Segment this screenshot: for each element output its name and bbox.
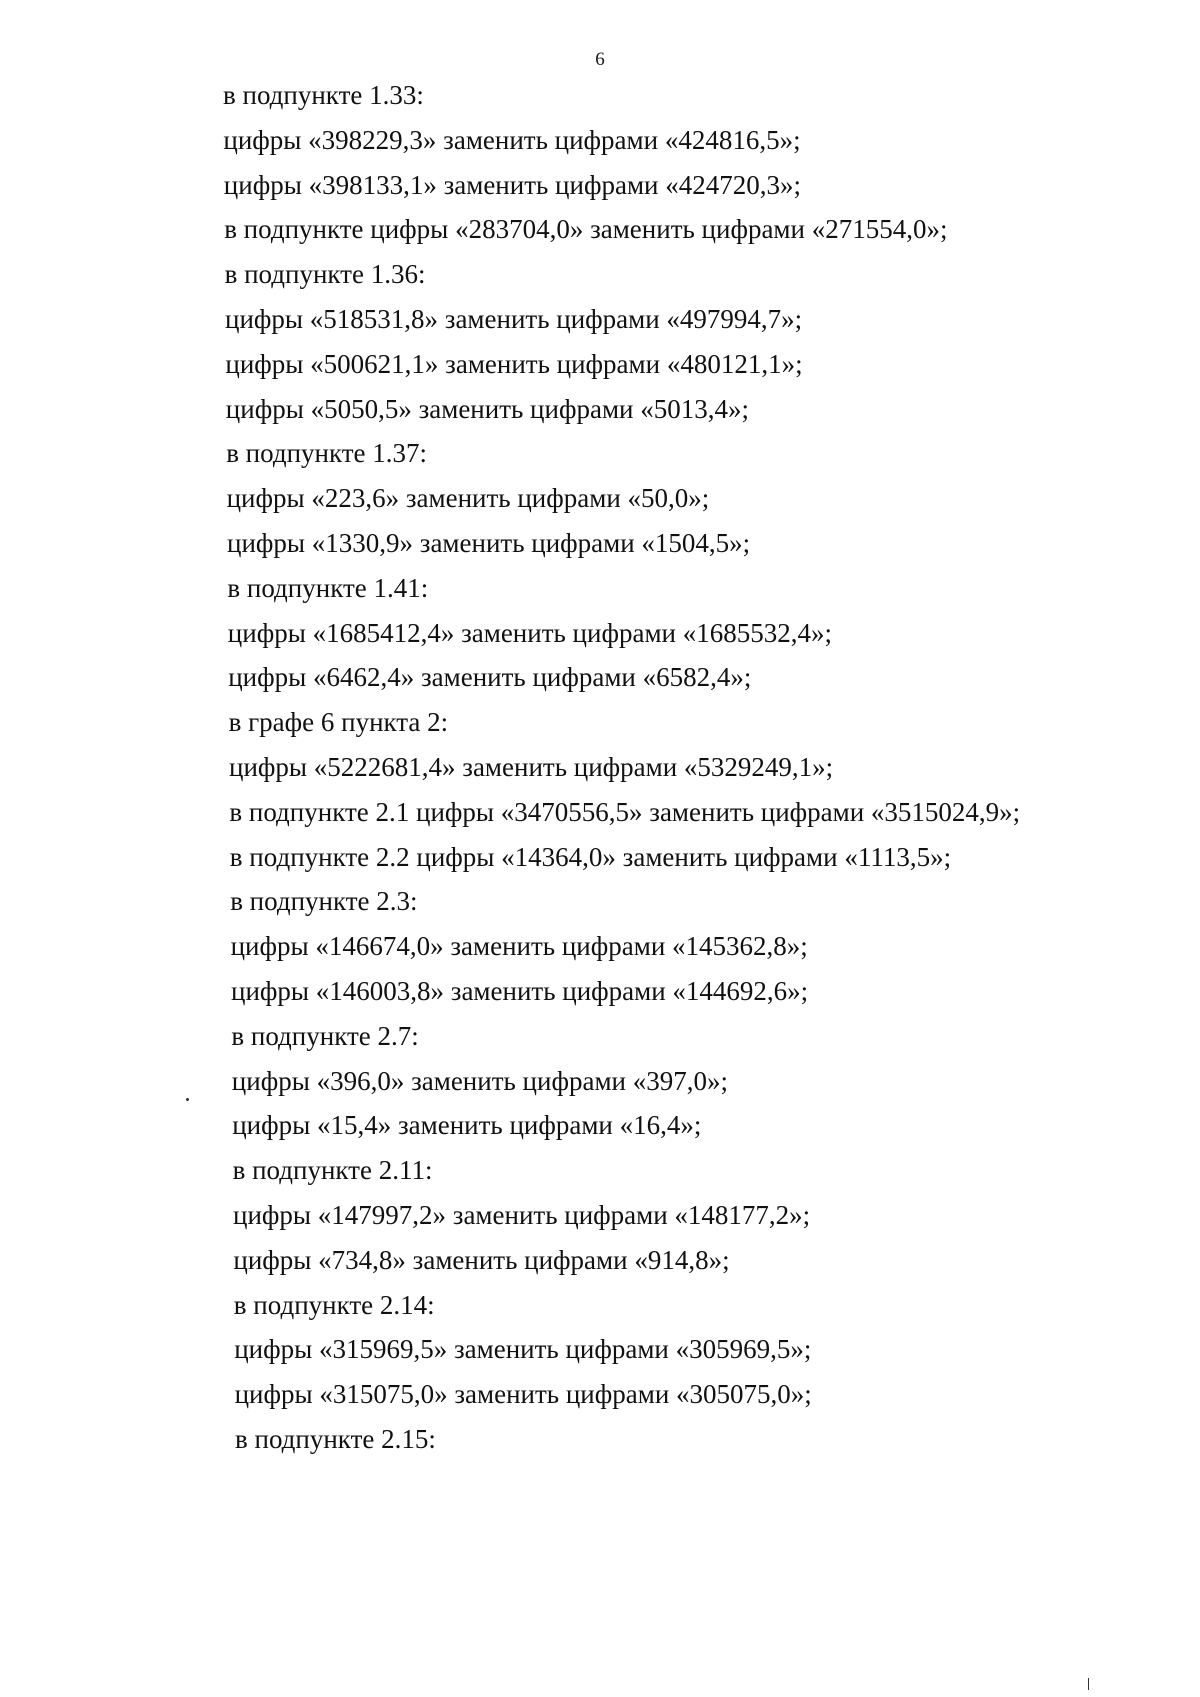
page-number: 6	[595, 49, 605, 70]
document-line: цифры «315075,0» заменить цифрами «305075,0»;	[234, 1379, 812, 1410]
document-line: в подпункте 2.7:	[231, 1020, 419, 1051]
document-line: цифры «734,8» заменить цифрами «914,8»;	[233, 1244, 730, 1275]
document-line: в подпункте 2.3:	[230, 886, 418, 917]
document-line: в подпункте цифры «283704,0» заменить цифрами «271554,0»;	[224, 214, 948, 245]
document-line: в подпункте 2.11:	[232, 1155, 433, 1186]
document-line: цифры «5050,5» заменить цифрами «5013,4»;	[225, 393, 749, 424]
document-line: цифры «398229,3» заменить цифрами «424816,5»;	[223, 124, 801, 155]
document-line: в подпункте 1.33:	[223, 80, 424, 110]
document-line: цифры «1330,9» заменить цифрами «1504,5»;	[227, 528, 751, 558]
document-line: в подпункте 1.37:	[226, 438, 428, 469]
scan-artifact-dot	[186, 1098, 189, 1101]
document-line: цифры «146674,0» заменить цифрами «145362,8»;	[230, 931, 808, 962]
document-line: цифры «315969,5» заменить цифрами «305969,5»;	[234, 1334, 812, 1365]
document-line: в подпункте 2.2 цифры «14364,0» заменить цифрами «1113,5»;	[229, 841, 952, 872]
document-line: в подпункте 1.36:	[224, 259, 426, 290]
document-line: в подпункте 2.1 цифры «3470556,5» заменить цифрами «3515024,9»;	[229, 796, 1021, 827]
document-line: цифры «146003,8» заменить цифрами «144692,6»;	[231, 976, 809, 1006]
document-line: цифры «6462,4» заменить цифрами «6582,4»;	[228, 662, 752, 693]
document-line: цифры «15,4» заменить цифрами «16,4»;	[232, 1110, 702, 1141]
document-line: цифры «5222681,4» заменить цифрами «5329249,1»;	[229, 752, 834, 782]
document-line: цифры «223,6» заменить цифрами «50,0»;	[226, 483, 710, 514]
document-line: цифры «396,0» заменить цифрами «397,0»;	[231, 1065, 728, 1096]
scan-artifact-tick	[1088, 1678, 1089, 1690]
document-line: цифры «500621,1» заменить цифрами «480121,1»;	[225, 348, 803, 379]
document-line: в графе 6 пункта 2:	[228, 707, 449, 738]
document-line: в подпункте 1.41:	[227, 572, 429, 603]
document-line: цифры «398133,1» заменить цифрами «424720,3»;	[223, 169, 801, 200]
document-line: цифры «147997,2» заменить цифрами «148177,2»;	[233, 1200, 811, 1230]
document-line: цифры «1685412,4» заменить цифрами «1685532,4»;	[227, 617, 832, 648]
document-line: цифры «518531,8» заменить цифрами «497994,7»;	[225, 304, 803, 334]
document-line: в подпункте 2.14:	[233, 1289, 435, 1320]
document-line: в подпункте 2.15:	[235, 1424, 436, 1454]
